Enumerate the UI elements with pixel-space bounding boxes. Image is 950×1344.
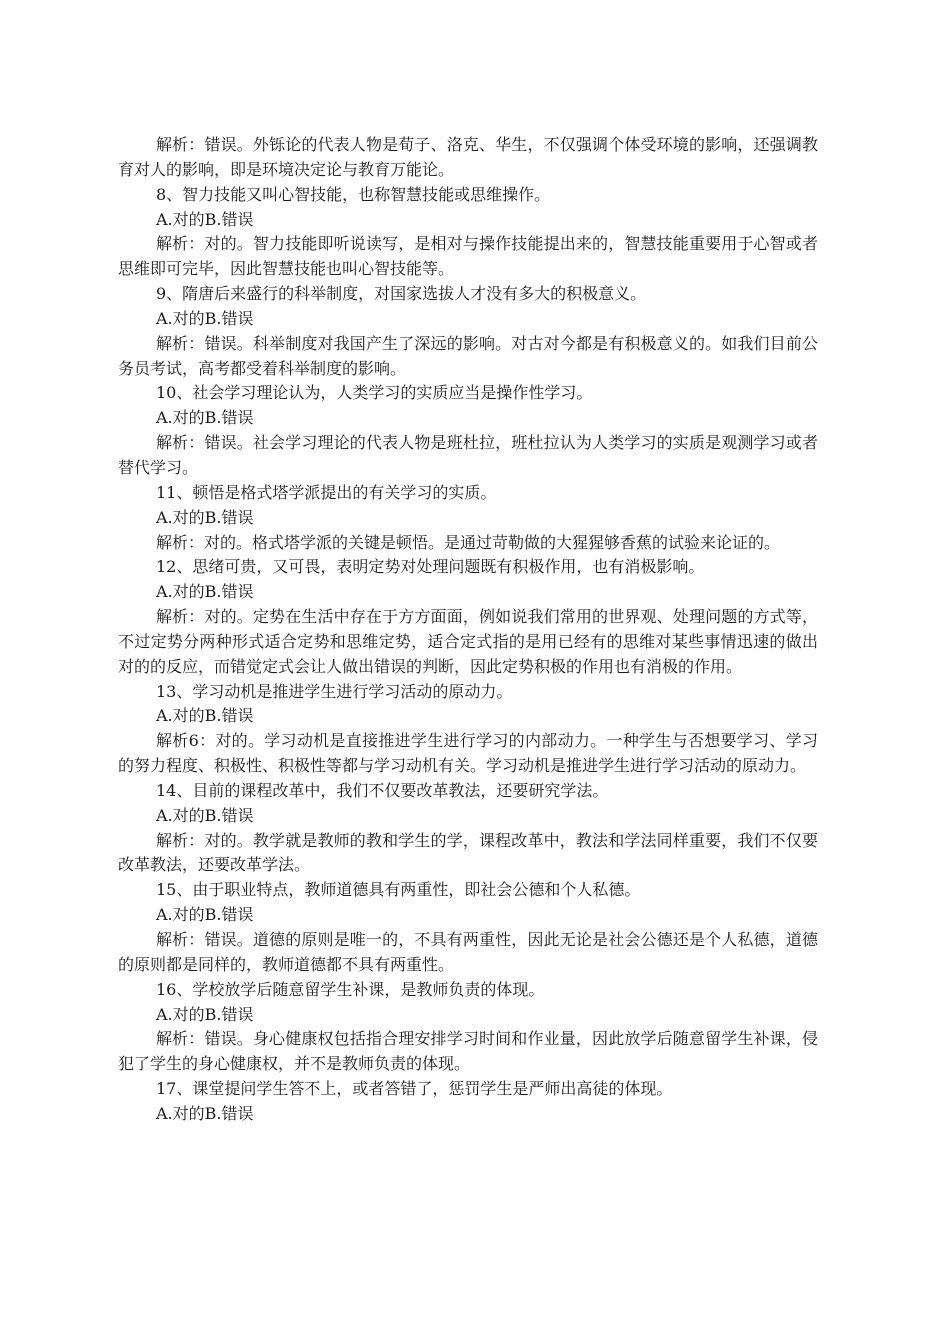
options-8: A.对的B.错误 — [156, 209, 254, 229]
options-13: A.对的B.错误 — [156, 706, 254, 726]
question-8: 8、智力技能又叫心智技能，也称智慧技能或思维操作。 — [156, 184, 551, 204]
question-14: 14、目前的课程改革中，我们不仅要改革教法，还要研究学法。 — [156, 780, 609, 800]
question-13: 13、学习动机是推进学生进行学习活动的原动力。 — [156, 681, 513, 701]
paragraph-analysis-16: 解析：错误。身心健康权包括指合理安排学习时间和作业量，因此放学后随意留学生补课，侵犯了学生的身心健康权，并不是教师负责的体现。 — [118, 1029, 818, 1074]
question-16: 16、学校放学后随意留学生补课，是教师负责的体现。 — [156, 979, 545, 999]
question-9: 9、隋唐后来盛行的科举制度，对国家选拔人才没有多大的积极意义。 — [156, 284, 647, 304]
question-11: 11、顿悟是格式塔学派提出的有关学习的实质。 — [156, 482, 497, 502]
options-12: A.对的B.错误 — [156, 582, 254, 602]
question-10: 10、社会学习理论认为，人类学习的实质应当是操作性学习。 — [156, 383, 593, 403]
paragraph-analysis-9: 解析：错误。科举制度对我国产生了深远的影响。对古对今都是有积极意义的。如我们目前公务员考试，高考都受着科举制度的影响。 — [118, 333, 818, 378]
paragraph-analysis-11: 解析：对的。格式塔学派的关键是顿悟。是通过苛勒做的大猩猩够香蕉的试验来论证的。 — [156, 532, 781, 552]
document-page — [118, 133, 818, 1127]
options-15: A.对的B.错误 — [156, 905, 254, 925]
options-17: A.对的B.错误 — [156, 1103, 254, 1123]
paragraph-analysis-7: 解析：错误。外铄论的代表人物是荀子、洛克、华生，不仅强调个体受环境的影响，还强调教育对人的影响，即是环境决定论与教育万能论。 — [118, 135, 818, 179]
question-12: 12、思绪可贵，又可畏，表明定势对处理问题既有积极作用，也有消极影响。 — [156, 557, 705, 577]
paragraph-analysis-13: 解析6：对的。学习动机是直接推进学生进行学习的内部动力。一种学生与否想要学习、学习的努力程度、积极性、积极性等都与学习动机有关。学习动机是推进学生进行学习活动的原动力。 — [118, 731, 818, 776]
options-9: A.对的B.错误 — [156, 308, 254, 328]
paragraph-analysis-14: 解析：对的。教学就是教师的教和学生的学，课程改革中，教法和学法同样重要，我们不仅要改革教法，还要改革学法。 — [118, 830, 818, 875]
question-17: 17、课堂提问学生答不上，或者答错了，惩罚学生是严师出高徒的体现。 — [156, 1079, 673, 1099]
options-10: A.对的B.错误 — [156, 408, 254, 428]
options-16: A.对的B.错误 — [156, 1004, 254, 1024]
question-15: 15、由于职业特点，教师道德具有两重性，即社会公德和个人私德。 — [156, 880, 641, 900]
options-14: A.对的B.错误 — [156, 805, 254, 825]
options-11: A.对的B.错误 — [156, 507, 254, 527]
paragraph-analysis-12: 解析：对的。定势在生活中存在于方方面面，例如说我们常用的世界观、处理问题的方式等，不过定势分两种形式适合定势和思维定势，适合定式指的是用已经有的思维对某些事情迅速的做出对的的反应，而错觉定式会让人做出错误的判断，因此定势积极的作用也有消极的作用。 — [118, 607, 818, 676]
paragraph-analysis-15: 解析：错误。道德的原则是唯一的，不具有两重性，因此无论是社会公德还是个人私德，道德的原则都是同样的，教师道德都不具有两重性。 — [118, 930, 818, 974]
paragraph-analysis-10: 解析：错误。社会学习理论的代表人物是班杜拉，班杜拉认为人类学习的实质是观测学习或者替代学习。 — [118, 433, 818, 477]
paragraph-analysis-8: 解析：对的。智力技能即听说读写，是相对与操作技能提出来的，智慧技能重要用于心智或者思维即可完毕，因此智慧技能也叫心智技能等。 — [118, 234, 818, 279]
